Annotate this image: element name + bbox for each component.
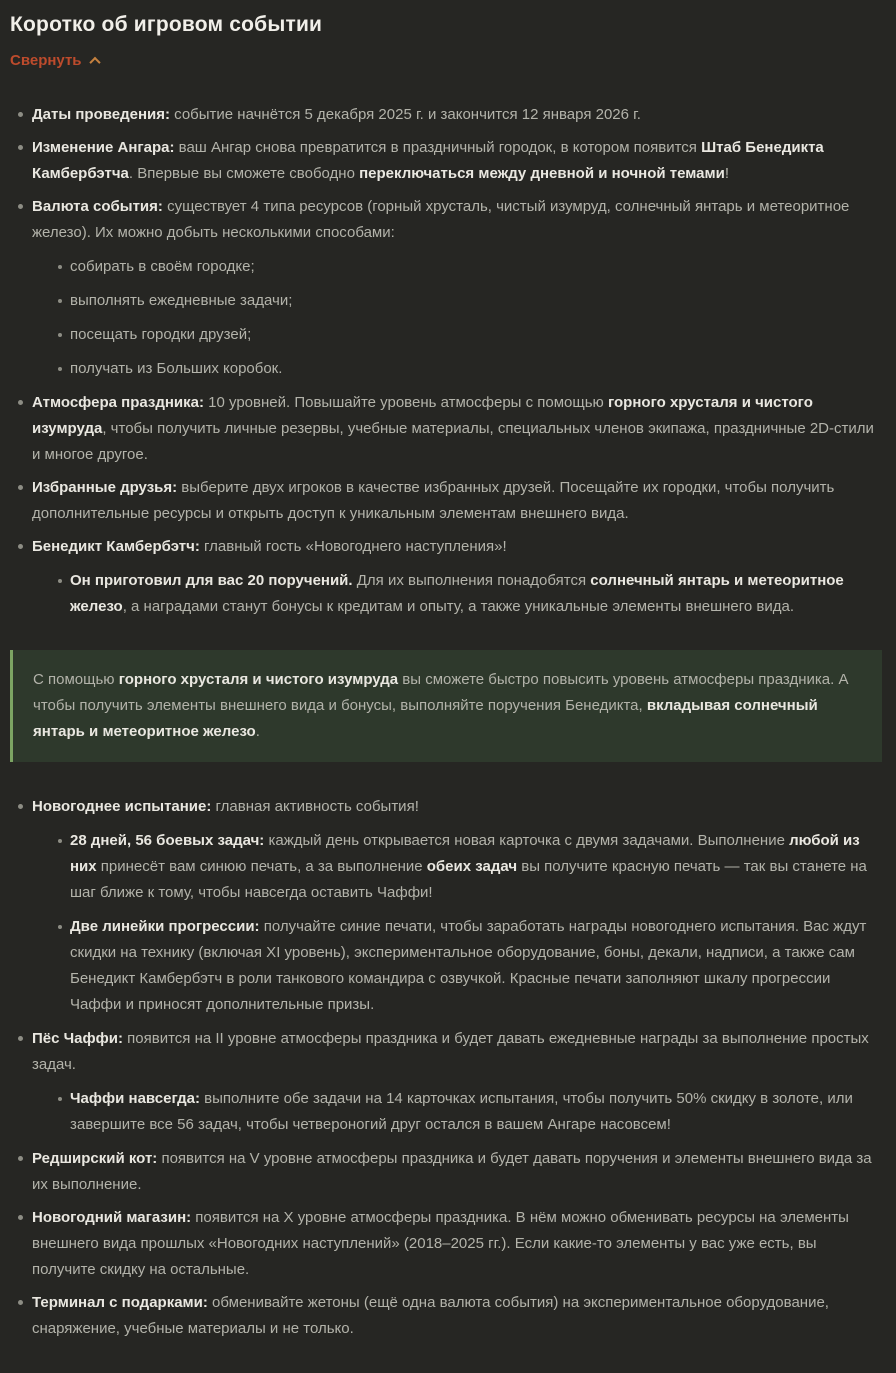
bullet-icon: [58, 1097, 62, 1101]
bullet-list-level-1: [10, 794, 882, 1342]
body-text: С помощью: [33, 671, 119, 688]
list-item: [10, 194, 882, 382]
body-text: выполнять ежедневные задачи;: [70, 292, 293, 309]
list-item: [10, 390, 882, 468]
bullet-icon: [58, 367, 62, 371]
emphasis-text: 28 дней, 56 боевых задач:: [70, 832, 265, 849]
emphasis-text: Бенедикт Камбербэтч:: [32, 538, 200, 555]
bullet-icon: [18, 400, 23, 405]
emphasis-text: Избранные друзья:: [32, 479, 178, 496]
collapse-toggle[interactable]: [10, 51, 99, 71]
bullet-list-level-2: [32, 828, 882, 1018]
emphasis-text: вкладывая солнечный янтарь и метеоритное железо: [33, 697, 818, 740]
event-details-content: [10, 102, 882, 1342]
list-item: [48, 322, 882, 348]
emphasis-text: Валюта события:: [32, 198, 163, 215]
bullet-list-level-2: [32, 1086, 882, 1138]
list-item-text: [70, 258, 255, 275]
emphasis-text: Новогодний магазин:: [32, 1209, 192, 1226]
body-text: 10 уровней. Повышайте уровень атмосферы с помощью: [203, 394, 608, 411]
body-text: вы получите красную печать — так вы станете на шаг ближе к тому, чтобы навсегда оставить Чаффи!: [70, 858, 867, 901]
list-item: [10, 135, 882, 187]
bullet-icon: [18, 1215, 23, 1220]
list-item-text: [70, 572, 844, 615]
body-text: выполните обе задачи на 14 карточках испытания, чтобы получить 50% скидку в золоте, или завершите все 56 задач, чтобы четвероногий друг остался в вашем Ангаре насовсем!: [70, 1090, 853, 1133]
bullet-icon: [18, 485, 23, 490]
bullet-icon: [18, 145, 23, 150]
bullet-icon: [58, 299, 62, 303]
list-item-text: [32, 1294, 829, 1337]
emphasis-text: Две линейки прогрессии:: [70, 918, 260, 935]
emphasis-text: горного хрусталя и чистого изумруда: [118, 671, 399, 688]
list-item: [10, 534, 882, 620]
body-text: собирать в своём городке;: [70, 258, 255, 275]
emphasis-text: Новогоднее испытание:: [32, 798, 212, 815]
body-text: главный гость «Новогоднего наступления»!: [199, 538, 507, 555]
bullet-icon: [58, 925, 62, 929]
list-item-text: [32, 198, 849, 241]
body-text: Для их выполнения понадобятся: [352, 572, 591, 589]
list-item: [48, 568, 882, 620]
body-text: !: [724, 165, 729, 182]
emphasis-text: солнечный янтарь и метеоритное железо: [70, 572, 844, 615]
list-item: [10, 102, 882, 128]
list-item-text: [32, 538, 507, 555]
body-text: , чтобы получить личные резервы, учебные материалы, специальных членов экипажа, праздничные 2D-стили и многое другое.: [32, 420, 874, 463]
emphasis-text: любой из них: [70, 832, 860, 875]
body-text: событие начнётся 5 декабря 2025 г. и закончится 12 января 2026 г.: [170, 106, 641, 123]
body-text: появится на V уровне атмосферы праздника и будет давать поручения и элементы внешнего вида за их выполнение.: [32, 1150, 872, 1193]
bullet-icon: [18, 112, 23, 117]
body-text: появится на II уровне атмосферы праздника и будет давать ежедневные награды за выполнение простых задач.: [32, 1030, 869, 1073]
body-text: посещать городки друзей;: [70, 326, 252, 343]
list-item: [10, 1146, 882, 1198]
list-item: [48, 356, 882, 382]
body-text: главная активность события!: [211, 798, 419, 815]
list-item: [10, 1290, 882, 1342]
body-text: принесёт вам синюю печать, а за выполнение: [96, 858, 427, 875]
body-text: ваш Ангар снова превратится в праздничный городок, в котором появится: [174, 139, 702, 156]
callout-box: [10, 650, 882, 762]
list-item: [10, 475, 882, 527]
emphasis-text: Пёс Чаффи:: [32, 1030, 123, 1047]
body-text: выберите двух игроков в качестве избранных друзей. Посещайте их городки, чтобы получить дополнительные ресурсы и открыть доступ к уникальным элементам внешнего вида.: [32, 479, 835, 522]
bullet-icon: [58, 839, 62, 843]
body-text: появится на X уровне атмосферы праздника. В нём можно обменивать ресурсы на элементы внешнего вида прошлых «Новогодних наступлений» (2018–2025 гг.). Если какие-то элементы у вас уже есть, вы получите скидку на остальные.: [32, 1209, 849, 1278]
emphasis-text: горного хрусталя и чистого изумруда: [32, 394, 813, 437]
bullet-icon: [18, 544, 23, 549]
list-block-1: [10, 102, 882, 620]
bullet-icon: [18, 1300, 23, 1305]
body-text: существует 4 типа ресурсов (горный хрусталь, чистый изумруд, солнечный янтарь и метеоритное железо). Их можно добыть несколькими способами:: [32, 198, 850, 241]
bullet-icon: [18, 1036, 23, 1041]
bullet-icon: [58, 579, 62, 583]
list-item-text: [32, 106, 641, 123]
body-text: получайте синие печати, чтобы заработать награды новогоднего испытания. Вас ждут скидки на технику (включая XI уровень), экспериментальное оборудование, боны, декали, надписи, а также сам Бенедикт Камбербэтч в роли танкового командира с озвучкой. Красные печати заполняют шкалу прогрессии Чаффи и приносят дополнительные призы.: [70, 918, 867, 1013]
bullet-icon: [18, 204, 23, 209]
emphasis-text: Атмосфера праздника:: [32, 394, 204, 411]
list-item-text: [70, 832, 867, 901]
bullet-icon: [18, 1156, 23, 1161]
list-item-text: [70, 360, 282, 377]
list-item-text: [32, 139, 824, 182]
list-item: [48, 914, 882, 1018]
list-item-text: [32, 1030, 869, 1073]
emphasis-text: Штаб Бенедикта Камбербэтча: [32, 139, 824, 182]
emphasis-text: Даты проведения:: [32, 106, 170, 123]
body-text: каждый день открывается новая карточка с двумя задачами. Выполнение: [264, 832, 790, 849]
chevron-up-icon: [89, 57, 100, 68]
bullet-list-level-2: [32, 254, 882, 382]
emphasis-text: переключаться между дневной и ночной темами: [359, 165, 725, 182]
list-item-text: [32, 798, 419, 815]
list-item: [10, 1026, 882, 1138]
body-text: , а наградами станут бонусы к кредитам и опыту, а также уникальные элементы внешнего вида.: [122, 598, 795, 615]
body-text: получать из Больших коробок.: [70, 360, 283, 377]
list-item: [48, 254, 882, 280]
callout-text: [33, 667, 856, 745]
emphasis-text: Редширский кот:: [32, 1150, 158, 1167]
body-text: . Впервые вы сможете свободно: [128, 165, 360, 182]
list-item-text: [32, 394, 874, 463]
list-item-text: [32, 1150, 872, 1193]
list-item-text: [70, 292, 292, 309]
list-item-text: [70, 1090, 853, 1133]
emphasis-text: Чаффи навсегда:: [70, 1090, 200, 1107]
collapse-label: Свернуть: [10, 52, 82, 69]
list-item: [48, 828, 882, 906]
list-item-text: [32, 1209, 849, 1278]
bullet-icon: [18, 804, 23, 809]
list-item: [48, 1086, 882, 1138]
bullet-icon: [58, 265, 62, 269]
bullet-icon: [58, 333, 62, 337]
list-item-text: [32, 479, 834, 522]
emphasis-text: обеих задач: [426, 858, 518, 875]
list-block-2: [10, 794, 882, 1342]
body-text: обменивайте жетоны (ещё одна валюта события) на экспериментальное оборудование, снаряжение, учебные материалы и не только.: [32, 1294, 829, 1337]
list-item-text: [70, 918, 866, 1013]
page-title: Коротко об игровом событии: [10, 13, 323, 36]
body-text: вы сможете быстро повысить уровень атмосферы праздника. А чтобы получить элементы внешнего вида и бонусы, выполняйте поручения Бенедикта,: [33, 671, 849, 714]
list-item: [10, 794, 882, 1018]
emphasis-text: Он приготовил для вас 20 поручений.: [70, 572, 353, 589]
list-item: [10, 1205, 882, 1283]
emphasis-text: Изменение Ангара:: [32, 139, 175, 156]
emphasis-text: Терминал с подарками:: [32, 1294, 208, 1311]
list-item-text: [70, 326, 251, 343]
bullet-list-level-1: [10, 102, 882, 620]
body-text: .: [255, 723, 260, 740]
list-item: [48, 288, 882, 314]
bullet-list-level-2: [32, 568, 882, 620]
